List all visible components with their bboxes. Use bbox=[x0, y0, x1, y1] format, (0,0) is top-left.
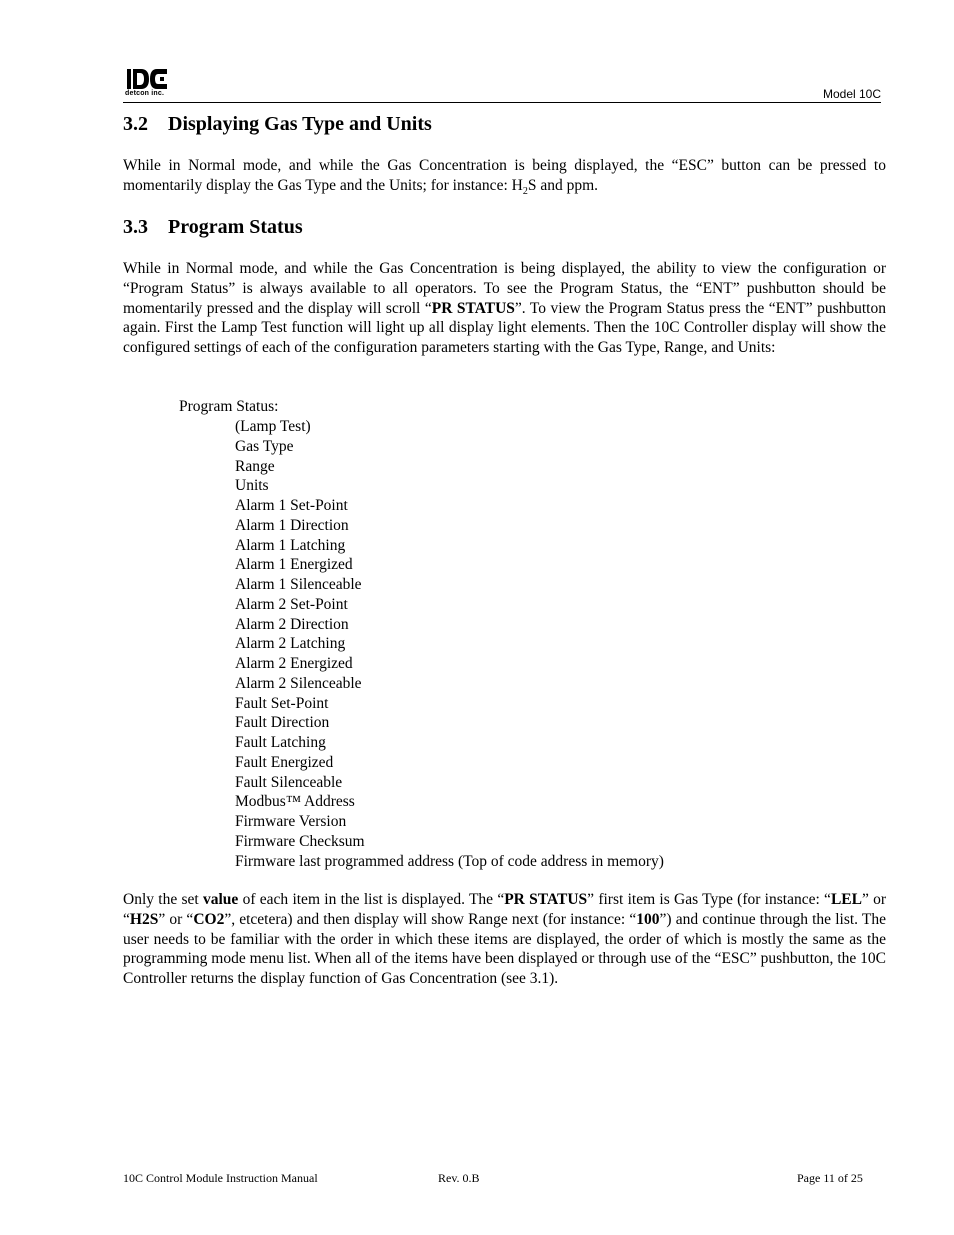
list-item: Fault Direction bbox=[235, 714, 330, 732]
detcon-logo-icon bbox=[127, 68, 167, 90]
bold-text: value bbox=[203, 891, 239, 908]
bold-text: PR STATUS bbox=[504, 891, 588, 908]
list-item: Alarm 2 Silenceable bbox=[235, 674, 362, 692]
section-number: 3.2 bbox=[123, 113, 148, 135]
model-label: Model 10C bbox=[822, 87, 881, 101]
list-item: Alarm 2 Energized bbox=[235, 655, 353, 672]
list-item: Fault Set-Point bbox=[235, 694, 329, 712]
paragraph-text: S and ppm. bbox=[527, 176, 599, 194]
list-item: Units bbox=[235, 477, 269, 495]
list-item: Alarm 1 Energized bbox=[235, 556, 353, 574]
footer-page-number: Page 11 of 25 bbox=[797, 1171, 863, 1185]
bold-text: 100 bbox=[636, 910, 660, 928]
list-item: Alarm 1 Set-Point bbox=[235, 497, 348, 514]
section-title: Displaying Gas Type and Units bbox=[168, 113, 432, 135]
list-item: Alarm 2 Direction bbox=[235, 615, 349, 633]
paragraph-text: ”, etcetera) and then display will show Range next (for instance: “ bbox=[224, 910, 637, 928]
list-item: Alarm 2 Set-Point bbox=[235, 595, 348, 613]
paragraph-text: of each item in the list is displayed. The “ bbox=[238, 891, 505, 908]
bold-text: LEL bbox=[830, 891, 862, 908]
list-title: Program Status: bbox=[179, 398, 279, 415]
section-heading-3-3 bbox=[123, 216, 303, 239]
footer-revision: Rev. 0.B bbox=[438, 1171, 480, 1185]
paragraph-text: ” or “ bbox=[158, 910, 194, 928]
list-item: Alarm 1 Latching bbox=[235, 536, 346, 554]
list-item: Alarm 1 Direction bbox=[235, 516, 349, 534]
section-title: Program Status bbox=[168, 216, 303, 238]
list-item: Range bbox=[235, 457, 275, 475]
section-number: 3.3 bbox=[123, 216, 148, 238]
list-item: Alarm 1 Silenceable bbox=[235, 576, 362, 593]
list-item: Fault Silenceable bbox=[235, 773, 343, 791]
paragraph-pr-status bbox=[123, 890, 886, 989]
section-heading-3-2 bbox=[123, 113, 432, 136]
list-item: Alarm 2 Latching bbox=[235, 635, 346, 653]
list-item: Gas Type bbox=[235, 437, 294, 455]
list-item: Firmware Checksum bbox=[235, 832, 365, 850]
program-status-list bbox=[235, 417, 664, 871]
detcon-logo bbox=[125, 68, 169, 100]
paragraph-text: While in Normal mode, and while the Gas Concentration is being displayed, the “ESC” button can be pressed to momentarily display the Gas Type and the Units; for instance: H bbox=[123, 157, 886, 194]
list-item: Fault Energized bbox=[235, 753, 334, 771]
paragraph-text: ”) and continue through the list. The user needs to be familiar with the order in which these items are displayed, the order of which is mostly the same as the programming mode menu list. When all of the items have been displayed or through use of the “ESC” pushbutton, the 10C Controller returns the display function of Gas Concentration (see 3.1). bbox=[123, 910, 887, 988]
list-item: Fault Latching bbox=[235, 734, 326, 751]
bold-text: PR STATUS bbox=[431, 299, 515, 317]
paragraph-text: ”. To view the Program Status press the “ENT” pushbutton again. First the Lamp Test function will light up all display light elements. Then the 10C Controller display will show the configured settings of each of the configuration parameters starting with the Gas Type, Range, and Units: bbox=[123, 299, 886, 357]
list-item: (Lamp Test) bbox=[235, 418, 311, 435]
paragraph-gas-type bbox=[123, 156, 886, 202]
bold-text: H2S bbox=[129, 910, 159, 928]
list-item: Firmware Version bbox=[235, 813, 347, 830]
bold-text: CO2 bbox=[193, 910, 225, 928]
paragraph-text: Only the set bbox=[123, 891, 203, 908]
page-header bbox=[123, 68, 881, 103]
logo-text: detcon inc. bbox=[125, 90, 165, 97]
footer-title: 10C Control Module Instruction Manual bbox=[123, 1171, 318, 1185]
subscript: 2 bbox=[522, 185, 528, 197]
paragraph-text: ” first item is Gas Type (for instance: “ bbox=[587, 891, 831, 908]
list-item: Modbus™ Address bbox=[235, 793, 355, 811]
list-item: Firmware last programmed address (Top of code address in memory) bbox=[235, 852, 664, 870]
paragraph-program-status bbox=[123, 259, 886, 358]
paragraph-text: While in Normal mode, and while the Gas Concentration is being displayed, the ability to view the configuration or “Program Status” is always available to all operators. To see the Program Status, the “ENT” pushbutton should be momentarily pressed and the display will scroll “ bbox=[123, 260, 886, 317]
paragraph-text: ” or “ bbox=[123, 891, 887, 928]
